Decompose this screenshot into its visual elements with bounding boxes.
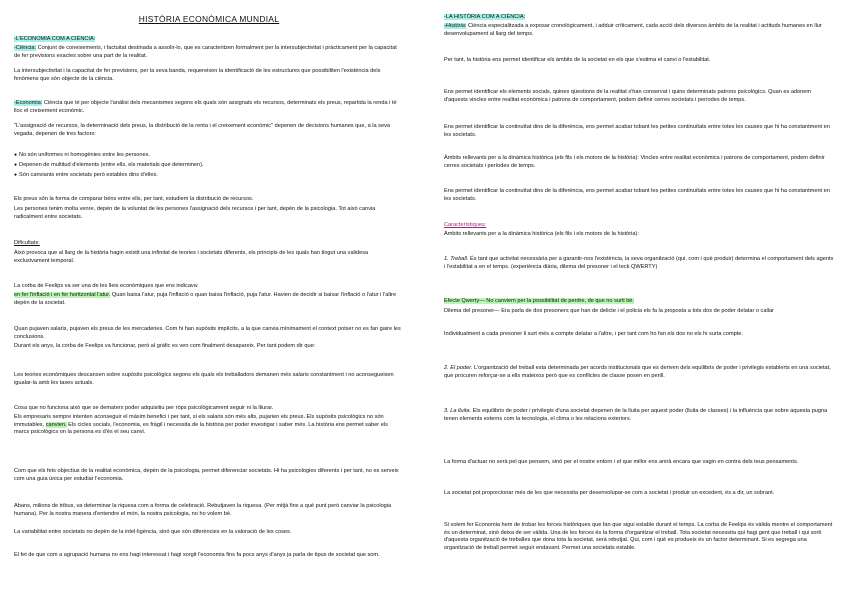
historia-ciencia-heading — [444, 14, 834, 22]
paragraph-text: Els empresaris sempre intenten aconseguir el màxim benefici i per tant, si els salaris són més alts, pujarien els preus. Els supòsits psicològics no són immutables, — [14, 414, 384, 428]
term-historia: -Història: — [444, 23, 467, 29]
document-title: HISTÒRIA ECONÒMICA MUNDIAL — [138, 14, 280, 24]
item-number: 1. Treball. — [444, 256, 469, 262]
qwerty-effect — [444, 298, 834, 306]
feelips-line — [14, 292, 404, 307]
paragraph: Quan pujaven salaris, pujaven els preus de les mercaderies. Com hi han supòsits implícits, a la que canvia mínimament el context potser no es fan gaire les conclusions. — [14, 326, 401, 340]
item-number: 3. La lluita. — [444, 408, 472, 414]
economia-text: Ciència que té per objecte l'anàlisi dels mecanismes segons els quals són assignats els recursos, determinats els preus, repartida la renda i té lloc el creixement econòmic. — [14, 100, 397, 114]
term-ciencia: -Ciència: — [14, 45, 37, 51]
item-text: És tant que activitat necessària per a garantir-nos l'existència, la seva organització (qui, com i què produir) determina el comportament dels agents i l'estabilitat a en el temps. (experiència diària, dilema del presoner i el teck QWERTY) — [444, 256, 834, 270]
economia-ciencia-heading — [14, 36, 404, 44]
paragraph: Per tant, la història ens permet identificar els àmbits de la societat en els que s'estima el canvi o l'estabilitat. — [444, 57, 711, 63]
ciencia-text: Conjunt de coneixements, i factuitat destinada a assolir-lo, que es caracteritzen formalment per la intersubjectivitat i pràcticament per la capacitat de fer previsions exactes sobre una part de la realitat. — [14, 45, 397, 59]
bullet-item: ● Són canviants entre societats però estables dins d'elles. — [14, 172, 404, 180]
paragraph: La intersubjectivitat i la capacitat de fer previsions, per la seva banda, requereixen la identificació de les estructures que possibiliten l'existència dels fenòmens que són objecte de la ciència. — [14, 68, 381, 82]
paragraph-text: Els cicles socials, l'economia, es fràgil i necessita de la història per poder investigar i saber més. La història ens permet saber els marcs psicològics on la persona es d'és el seu canvi. — [14, 421, 388, 436]
paragraph: Les teories econòmiques descansen sobre supòsits psicològics segons els quals els treballadors demanen més salaris constantment i no aconsegueixen igualar-la amb les taxes actuals. — [14, 372, 394, 386]
bullet-item: ● Depenen de multitud d'elements (entre ells, els materials que determinen). — [14, 162, 404, 170]
paragraph: "L'assignació de recursos, la determinació dels preus, la distribució de la renta i el creixement econòmic" depenen de decisions humanes que, a la seva vegada, depenen de tres factors: — [14, 123, 390, 137]
historia-definition — [444, 23, 834, 38]
paragraph: Els preus són la forma de comparar béns entre ells, per tant, estudiem la distribució de recursos. — [14, 196, 254, 202]
highlight-text: Efecte Qwerty— No canviem per la possibilitat de perdre, de que no surti bé. — [444, 298, 634, 304]
paragraph: La corba de Feelips va ser una de les lleis econòmiques que ens indicava: — [14, 283, 199, 289]
paragraph-text: Quan baixa l'atur, puja l'inflació o quan baixa l'inflació, puja l'atur. Havien de decidir si baixar l'inflació o l'atur i l'altre depèn de la societat. — [14, 292, 397, 306]
paragraph: Àmbits rellevants per a la dinàmica històrica (els fils i els motors de la història): — [444, 231, 639, 237]
economia-definition — [14, 100, 404, 115]
paragraph: Durant els anys, la corba de Feelips va funcionar, però al gràfic es ven com finalment desapareix. Per tant podem dir que: — [14, 343, 316, 349]
item-number: 2. El poder. — [444, 365, 473, 371]
paragraph: La forma d'actuar no serà pel que pensem, sinó per el nostre entorn i el que millor ens anirà encara que vagin en contra dels teus pensaments. — [444, 459, 799, 465]
paragraph-text: Dilema del presoner— Era parla de dos presoners que han de delicte i el policia els fa la proposta a tots dos de poder delatar o callar — [444, 308, 774, 314]
lluita-item — [444, 408, 834, 423]
item-text: L'organització del treball esta determinada per acords institucionals que es deriven dels equilibris de poder i privilegis establerts en una societat, que procuren reforçar-se a ells mateixos però que es conflictes de classe posen en perill. — [444, 365, 831, 379]
paragraph: Abans, milions de tribus, va determinar la riquesa com a forma de celebració. Rebutjaven la riquesa. (Per mitjà fins a què punt però canviar la psicologia humana). Per la nostra manera d'entendre el món, la nostra psicologia, no ho volem bé. — [14, 503, 392, 517]
heading-text: -LA HISTÒRIA COM A CIÈNCIA: — [444, 14, 526, 20]
item-text: Els equilibris de poder i privilegis d'una societat depenen de la lluita per aquest poder (lluita de classes) i la influència que sobre aquesta pugna tenen elements externs com la tecnologia, el clima o les relacions exteriors. — [444, 408, 828, 422]
dificultats-heading — [14, 240, 404, 248]
historia-text: Ciència especialitzada a exposar cronològicament, i adduir críticament, cada acció dels diversos àmbits de la realitat i actituds humanes en llur desenvolupament al llarg del temps. — [444, 23, 822, 37]
caracteristiques-heading — [444, 222, 834, 230]
bullet-item: ● No són uniformes ni homogènies entre les persones. — [14, 152, 404, 160]
heading-text: -L'ECONOMIA COM A CIÈNCIA: — [14, 36, 96, 42]
paragraph: Les persones tenim molta venre, depèn de la voluntat de les persones l'assignació dels recursos i per tant, depèn de la psicologia. Tot això canvia radicalment entre societats. — [14, 206, 376, 220]
heading-text: Dificultats: — [14, 240, 40, 246]
paragraph: La societat pot proporcionar més de les que necessita per desenvolupar-se com a societat i produir un excedent, és a dir, un sobrant. — [444, 490, 775, 496]
paragraph: Ens permet identificar la continuïtat dins de la diferència, ens permet acabar tobant les petites continuïtats entre totes les causes que hi ha constantment en les societats. — [444, 188, 830, 202]
paragraph: Ens permet identificar els elements socials, quines qüestions de la realitat s'han conservat i quins determinats patrons psicològics. Quan es adonem d'aquests vincles entre realitat econòmica i patrons de comportament, podem definir cerres societats i períodes de temps. — [444, 89, 812, 103]
presoner-dilemma — [444, 308, 834, 316]
paragraph: Si volem fer Economia hem de trobar les forces històriques que fan que sigui estable durant el temps. La corba de Feelips és vàlida mentre el comportament és un determinat, sinó deixa de ser vàlida. Una de les forces és la forma d'organitzar el treball. Tota societat necessita qui hagi gent que treball i qui sorti d'aquesta organització de treballes que dona tota la societat, serà rebutjat. Qui, com i què es produeix és un factor determinant. Si es segrega una organització de treball permet seguir endavant. Permet una societats estable. — [444, 522, 833, 551]
paragraph: Cosa que no funciona això que se dematerx poder adquisitiu per ròps psicològicament seguir ni la lliurar. — [14, 405, 274, 411]
paragraph: Això provoca que al llarg de la història hagin existit una infinitat de teories i societats diferents, els principis de les quals han tingut una validesa exclusivament temporal. — [14, 250, 369, 264]
paragraph: El fet de que com a agrupació humana no ens hagi interessat i hagi sorgit l'economia fins fa pocs anys d'anys ja parla de tipus de societat que som. — [14, 552, 380, 558]
paragraph: La variabilitat entre societats no depèn de la intel·ligència, sinó que són diferències en la valoració de les coses. — [14, 529, 292, 535]
highlight-text: canvien. — [45, 421, 67, 428]
paragraph: Individualment a cada presoner li surt més a compte delatar a l'altre, i per tant com ho fan els dos no els hi surta compte. — [444, 331, 743, 337]
paragraph-with-highlight — [14, 414, 404, 437]
term-economia: -Economia: — [14, 100, 43, 106]
highlight-text: en fer l'inflació i en fer horitzontal l'atur. — [14, 292, 111, 298]
paragraph: Ens permet identificar la continuïtat dins de la diferència, ens permet acabar tobant les petites continuïtats entre totes les causes que hi ha constantment en les societats. — [444, 124, 830, 138]
paragraph: Com que els fets objectius de la realitat econòmica, depèn de la psicologia, permet diferenciar societats. Hi ha psicologies diferents i per tant, no es serveix com una guia única per estudiar l'economia. — [14, 468, 399, 482]
ciencia-definition — [14, 45, 404, 60]
heading-text: Característiques: — [444, 222, 487, 228]
treball-item — [444, 256, 834, 271]
paragraph: Àmbits rellevants per a la dinàmica històrica (els fils i els motors de la història): Vincles entre realitat econòmica i patrons de comportament, podem definir cerres societats i períodes de temps. — [444, 155, 825, 169]
poder-item — [444, 365, 834, 380]
